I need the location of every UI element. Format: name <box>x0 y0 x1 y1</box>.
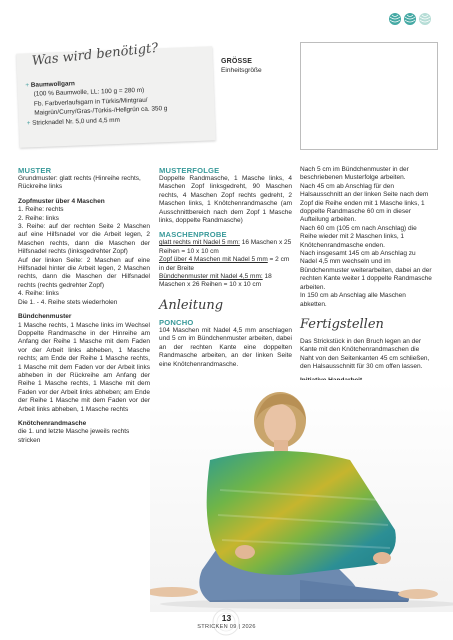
mp3-value: 18 Maschen x 26 Reihen = 10 x 10 cm <box>159 273 272 289</box>
instruction-2: Nach 45 cm ab Anschlag für den Halsausschnitt an der linken Seite nach dem Zopf die Reihe enden mit 1 Masche links, 1 doppelte Randmasche 60 cm in dieser Aufteilung arbeiten. <box>300 182 429 224</box>
yarn-ball-light-icon <box>419 13 431 25</box>
zopf-line: 2. Reihe: links <box>18 214 59 222</box>
mp2-value: = 2 cm in der Breite <box>159 256 290 272</box>
yarn-name: Baumwollgarn <box>30 80 75 89</box>
instruction-1: Nach 5 cm im Bündchenmuster in der beschriebenen Musterfolge arbeiten. <box>300 166 409 182</box>
needles-text: Stricknadel Nr. 5,0 und 4,5 mm <box>32 116 120 127</box>
page-number: 13 <box>221 613 232 623</box>
maschenprobe-line-1 <box>159 239 292 256</box>
column-1 <box>18 166 150 445</box>
size-section <box>221 58 291 74</box>
materials-needles: + Stricknadel Nr. 5,0 und 4,5 mm <box>26 116 120 127</box>
size-value: Einheitsgröße <box>221 67 262 74</box>
mp1-value: 16 Maschen x 25 Reihen = 10 x 10 cm <box>159 239 292 255</box>
zopf-line: 1. Reihe: rechts <box>18 206 64 214</box>
zopf-line: 3. Reihe: auf der rechten Seite 2 Maschen auf eine Hilfsnadel vor die Arbeit legen, 2 Maschen rechts, dann die Maschen der Hilfsnadel rechts (linksgedrehter Zopf) <box>18 223 150 256</box>
yarn-detail-3: Maigrün/Curry/Gras-/Türkis-/Hellgrün ca. 350 g <box>34 105 168 117</box>
maschenprobe-line-2 <box>159 256 292 273</box>
size-schematic <box>300 42 438 150</box>
issue-label: STRICKEN 09 | 2026 <box>197 624 256 630</box>
mp1-label: glatt rechts mit Nadel 5 mm: <box>159 239 240 247</box>
buendchen-text: 1 Masche rechts, 1 Masche links im Wechsel Doppelte Randmasche in der Hinreihe am Anfang der Reihe 1 Masche mit dem Faden vor der Arbeit links abheben, 1 Masche rechts; am Ende der Reihe 1 Masche rechts, 1 Masche mit dem Faden vor der Arbeit links abheben in der Rückreihe am Anfang der Reihe 1 Masche rechts, 1 Masche mit dem Faden vor der Arbeit links abheben; am Ende der Reihe 1 Masche mit dem Faden vor der Arbeit links abheben, 1 Masche rechts <box>18 321 150 413</box>
instruction-4: Nach insgesamt 145 cm ab Anschlag zu Nadel 4,5 mm wechseln und im Bündchenmuster weiterarbeiten, dabei an der rechten Kante weiter 1 doppelte Randmasche arbeiten. <box>300 250 432 291</box>
knoetchen-title: Knötchenrandmasche <box>18 419 87 427</box>
poncho-text: 104 Maschen mit Nadel 4,5 mm anschlagen und 5 cm im Bündchenmuster arbeiten, dabei an der rechten Kante eine doppelten Randmasche arbeiten, an der linken Seite eine Knötchenrandmasche. <box>159 326 292 368</box>
instruction-5: In 150 cm ab Anschlag alle Maschen abketten. <box>300 292 406 308</box>
maschenprobe-title: MASCHENPROBE <box>159 230 227 240</box>
yarn-icons <box>388 12 432 26</box>
buendchen-title: Bündchenmuster <box>18 313 72 321</box>
footer <box>0 606 453 640</box>
zopf-line: Die 1. - 4. Reihe stets wiederholen <box>18 298 118 306</box>
size-title: GRÖSSE <box>221 58 253 65</box>
mp2-label: Zopf über 4 Maschen mit Nadel 5 mm <box>159 256 268 264</box>
yarn-ball-teal-icon <box>389 13 401 25</box>
zopf-title: Zopfmuster über 4 Maschen <box>18 197 105 205</box>
model-photo <box>150 380 453 612</box>
yarn-detail-1: (100 % Baumwolle, LL: 100 g = 280 m) <box>33 87 145 99</box>
materials-yarn: + Baumwollgarn <box>25 80 75 90</box>
muster-text: Grundmuster: glatt rechts (Hinreihe rechts, Rückreihe links <box>18 175 141 191</box>
maschenprobe-line-3 <box>159 273 292 290</box>
knoetchen-text: die 1. und letzte Masche jeweils rechts stricken <box>18 428 130 444</box>
musterfolge-text: Doppelte Randmasche, 1 Masche links, 4 Maschen Zopf linksgedreht, 90 Maschen rechts, 4 Maschen Zopf rechts gedreht, 2 Maschen links, 1 Knötchenrandmasche (am Ausschnittbereich nach dem Zopf 1 Masche links, doppelte Randmasche) <box>159 175 292 225</box>
column-3 <box>300 166 434 393</box>
anleitung-title: Anleitung <box>159 297 224 313</box>
instruction-3: Nach 60 cm (105 cm nach Anschlag) die Reihe wieder mit 2 Maschen links, 1 Knötchenrandmasche enden. <box>300 224 417 249</box>
mp3-label: Bündchenmuster mit Nadel 4,5 mm: <box>159 273 263 281</box>
fertigstellen-text: Das Strickstück in den Bruch legen an der Kante mit den Knötchenrandmaschen die Naht von den Seitenkanten 45 cm schließen, den Halsausschnitt für 30 cm offen lassen. <box>300 337 430 371</box>
yarn-ball-teal-icon <box>404 13 416 25</box>
materials-content <box>25 40 226 128</box>
column-2 <box>159 166 292 369</box>
musterfolge-title: MUSTERFOLGE <box>159 166 220 175</box>
materials-title: Was wird benötigt? <box>31 40 159 69</box>
zopf-line: 4. Reihe: links <box>18 290 59 298</box>
yarn-detail-2: Fb. Farbverlaufsgarn in Türkis/Mintgrau/ <box>33 96 148 108</box>
zopf-line: Auf der linken Seite: 2 Maschen auf eine Hilfsnadel hinter die Arbeit legen, 2 Maschen rechts, dann die Maschen der Hilfsnadel rechts (rechts gedrehter Zopf) <box>18 256 150 289</box>
poncho-title: PONCHO <box>159 317 194 327</box>
muster-title: MUSTER <box>18 166 52 175</box>
fertigstellen-title: Fertigstellen <box>300 316 384 332</box>
